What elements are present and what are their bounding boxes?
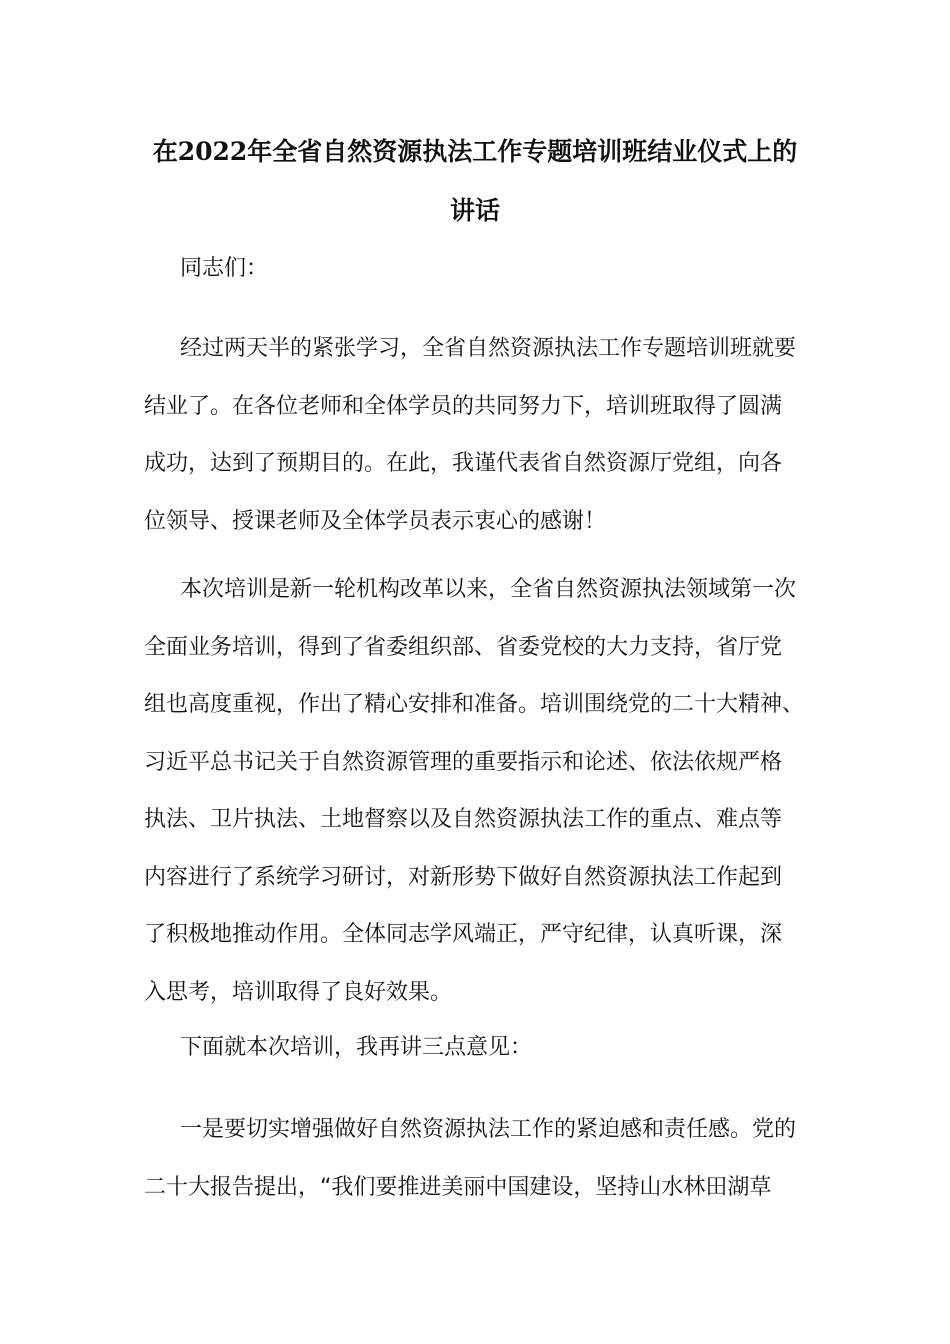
paragraph-2 xyxy=(144,561,814,1021)
paragraph-line: 成功，达到了预期目的。在此，我谨代表省自然资源厅党组，向各 xyxy=(144,451,783,476)
paragraph-1 xyxy=(144,320,814,550)
paragraph-line: 习近平总书记关于自然资源管理的重要指示和论述、依法依规严格 xyxy=(144,749,783,775)
paragraph-line: 二十大报告提出，“我们要推进美丽中国建设，坚持山水林田湖草 xyxy=(144,1174,772,1200)
paragraph-line: 执法、卫片执法、土地督察以及自然资源执法工作的重点、难点等 xyxy=(144,807,783,832)
paragraph-line: 结业了。在各位老师和全体学员的共同努力下，培训班取得了圆满 xyxy=(144,393,783,419)
paragraph-4 xyxy=(144,1101,814,1216)
paragraph-line: 一是要切实增强做好自然资源执法工作的紧迫感和责任感。党的 xyxy=(180,1117,797,1142)
salutation xyxy=(144,240,814,298)
paragraph-line: 组也高度重视，作出了精心安排和准备。培训围绕党的二十大精神、 xyxy=(144,692,805,717)
salutation-text: 同志们： xyxy=(180,256,269,281)
paragraph-line: 位领导、授课老师及全体学员表示衷心的感谢！ xyxy=(144,508,607,534)
document-title-line-1: 在2022年全省自然资源执法工作专题培训班结业仪式上的 xyxy=(152,137,798,166)
paragraph-line: 全面业务培训，得到了省委组织部、省委党校的大力支持，省厅党 xyxy=(144,634,783,660)
paragraph-line: 内容进行了系统学习研讨，对新形势下做好自然资源执法工作起到 xyxy=(144,864,783,890)
document-title-line-2: 讲话 xyxy=(449,196,500,225)
paragraph-line: 了积极地推动作用。全体同志学风端正，严守纪律，认真听课，深 xyxy=(144,922,783,947)
paragraph-line: 下面就本次培训，我再讲三点意见： xyxy=(180,1035,533,1060)
paragraph-line: 本次培训是新一轮机构改革以来，全省自然资源执法领域第一次 xyxy=(180,577,797,602)
paragraph-3 xyxy=(144,1019,814,1077)
paragraph-line: 经过两天半的紧张学习，全省自然资源执法工作专题培训班就要 xyxy=(180,336,797,361)
paragraph-line: 入思考，培训取得了良好效果。 xyxy=(144,979,453,1005)
